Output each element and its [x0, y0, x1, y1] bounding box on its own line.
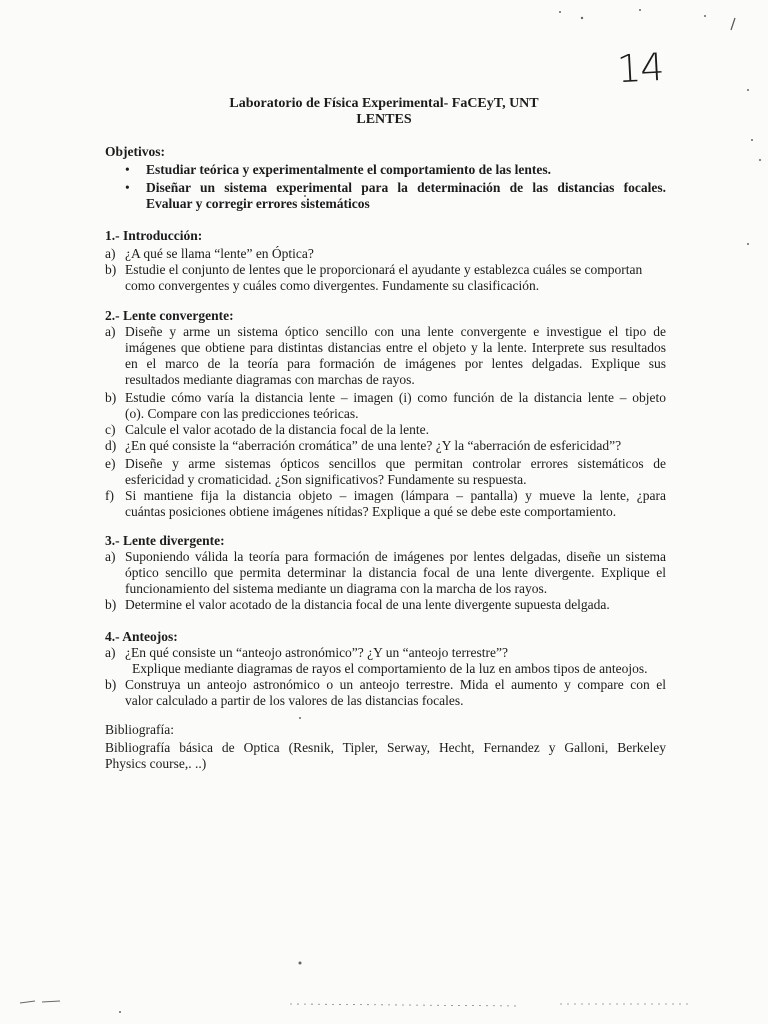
item-letter: b) [105, 597, 117, 612]
item-letter: d) [105, 438, 117, 453]
section-title: 1.- Introducción: [105, 228, 203, 243]
item-text-line: Determine el valor acotado de la distancia focal de una lente divergente supuesta delgada. [125, 597, 610, 612]
item-text-line: (o). Compare con las predicciones teóricas. [125, 406, 359, 421]
item-text-line: Diseñe y arme un sistema óptico sencillo con una lente convergente e investigue el tipo de [125, 324, 666, 339]
objective-line: Estudiar teórica y experimentalmente el comportamiento de las lentes. [146, 162, 552, 177]
bibliography-line: Physics course,. ..) [105, 756, 207, 771]
item-letter: c) [105, 422, 116, 437]
item-text-line: ¿A qué se llama “lente” en Óptica? [125, 246, 314, 261]
item-text-line: valor calculado a partir de los valores de las distancias focales. [125, 693, 464, 708]
item-letter: a) [105, 246, 116, 261]
item-text-line: ¿En qué consiste la “aberración cromática” de una lente? ¿Y la “aberración de esfericidad”? [125, 438, 622, 453]
item-letter: e) [105, 456, 116, 471]
bibliography-line: Bibliografía básica de Optica (Resnik, Tipler, Serway, Hecht, Fernandez y Galloni, Berkeley [105, 740, 666, 755]
item-letter: b) [105, 390, 117, 405]
bullet-icon: • [125, 180, 130, 195]
section-title: 3.- Lente divergente: [105, 533, 225, 548]
item-text-line: óptico sencillo que permita determinar la distancia focal de una lente divergente. Explique el [125, 565, 666, 580]
item-letter: a) [105, 645, 116, 660]
item-text-line: Si mantiene fija la distancia objeto – imagen (lámpara – pantalla) y mueve la lente, ¿para [125, 488, 666, 503]
bullet-icon: • [125, 162, 130, 177]
item-letter: b) [105, 262, 117, 277]
document-title: Laboratorio de Física Experimental- FaCEyT, UNT [229, 96, 539, 111]
item-text-line: resultados mediante diagramas con marchas de rayos. [125, 372, 415, 387]
objectives-title: Objetivos: [105, 144, 165, 159]
item-text-line: ¿En qué consiste un “anteojo astronómico”? ¿Y un “anteojo terrestre”? [125, 645, 508, 660]
item-letter: b) [105, 677, 117, 692]
item-text-line: Explique mediante diagramas de rayos el comportamiento de la luz en ambos tipos de anteojos. [132, 661, 648, 676]
item-text-line: como convergentes y cuáles como divergentes. Fundamente su clasificación. [125, 278, 540, 293]
item-text-line: cuántas posiciones obtiene imágenes nítidas? Explique a qué se debe este comportamiento. [125, 504, 617, 519]
item-text-line: funcionamiento del sistema mediante un diagrama con la marcha de los rayos. [125, 581, 548, 596]
item-text-line: Estudie cómo varía la distancia lente – imagen (i) como función de la distancia lente – objeto [125, 390, 666, 405]
item-text-line: en el marco de la teoría para formación de imágenes por lentes delgadas. Explique sus [125, 356, 666, 371]
item-text-line: Diseñe y arme sistemas ópticos sencillos que permitan controlar errores sistemáticos de [125, 456, 666, 471]
item-text-line: imágenes que obtiene para distintas distancias entre el objeto y la lente. Interprete sus resultados [125, 340, 666, 355]
section-title: 2.- Lente convergente: [105, 308, 234, 323]
objective-line: Diseñar un sistema experimental para la determinación de las distancias focales. [146, 180, 666, 195]
item-letter: a) [105, 549, 116, 564]
objective-line: Evaluar y corregir errores sistemáticos [146, 196, 370, 211]
item-text-line: Calcule el valor acotado de la distancia focal de la lente. [125, 422, 429, 437]
bibliography-title: Bibliografía: [105, 722, 174, 737]
item-letter: a) [105, 324, 116, 339]
page-number: 14 [615, 44, 665, 92]
item-text-line: esfericidad y cromaticidad. ¿Son significativos? Fundamente su respuesta. [125, 472, 527, 487]
item-text-line: Construya un anteojo astronómico o un anteojo terrestre. Mida el aumento y compare con el [125, 677, 666, 692]
item-letter: f) [105, 488, 114, 503]
item-text-line: Suponiendo válida la teoría para formación de imágenes por lentes delgadas, diseñe un sistema [125, 549, 666, 564]
section-title: 4.- Anteojos: [105, 629, 178, 644]
document-subtitle: LENTES [356, 112, 412, 127]
item-text-line: Estudie el conjunto de lentes que le proporcionará el ayudante y establezca cuáles se comportan [125, 262, 643, 277]
